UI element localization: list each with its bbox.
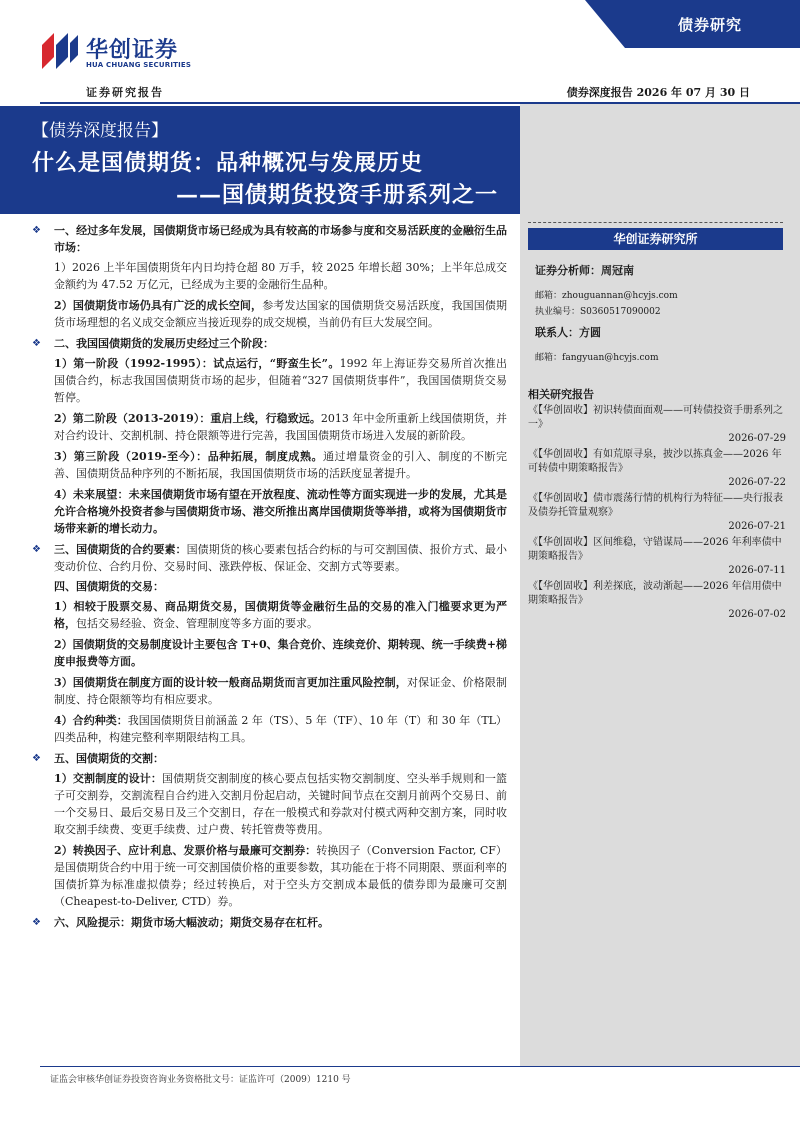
logo-chinese-name: 华创证券	[86, 38, 179, 63]
bullet-text	[54, 335, 274, 352]
summary-bullet	[32, 541, 507, 575]
related-report-title[interactable]: 《【华创固收】利差探底，波动渐起——2026 年信用债中期策略报告》	[528, 581, 782, 606]
analyst-name: 周冠南	[601, 264, 634, 277]
diamond-bullet-icon: ❖	[32, 753, 41, 764]
bullet-heading: 二、我国国债期货的发展历史经过三个阶段：	[54, 337, 274, 350]
summary-paragraph	[54, 598, 507, 632]
paragraph-body: 转换因子（Conversion Factor, CF）是国债期货合约中用于统一可交割国债价格的重要参数，其功能在于将不同期限、票面利率的国债折算为标准虚拟债券；经过转换后，对于空头方交割成本最低的债券即为最廉可交割（Cheapest-to-Deliver, CTD）券。	[54, 844, 507, 908]
bullet-text	[54, 914, 329, 931]
diamond-bullet-icon: ❖	[32, 544, 41, 555]
paragraph-body: 包括交易经验、资金、管理制度等多方面的要求。	[76, 617, 318, 630]
logo-english-name: HUA CHUANG SECURITIES	[86, 61, 192, 69]
summary-bullet	[32, 222, 507, 256]
related-report-date: 2026-07-11	[728, 565, 786, 576]
report-title: 什么是国债期货：品种概况与发展历史	[32, 150, 424, 176]
contact-label: 联系人：	[535, 326, 579, 339]
related-report-date: 2026-07-21	[728, 521, 786, 532]
paragraph-lead: 1）交割制度的设计：	[54, 772, 162, 785]
diamond-bullet-icon: ❖	[32, 338, 41, 349]
related-report-title[interactable]: 《【华创固收】区间维稳，守错谋局——2026 年利率债中期策略报告》	[528, 537, 782, 562]
paragraph-body: 我国国债期货目前涵盖 2 年（TS）、5 年（TF）、10 年（T）和 30 年（TL）四类品种，构建完整利率期限结构工具。	[54, 714, 507, 744]
summary-paragraph	[54, 259, 507, 293]
summary-paragraph	[54, 770, 507, 838]
paragraph-lead: 3）第三阶段（2019-至今）：品种拓展，制度成熟。	[54, 450, 324, 463]
related-reports-title: 相关研究报告	[528, 388, 594, 401]
paragraph-body: 对保证金、价格限制制度、持仓限额等均有相应要求。	[54, 676, 508, 706]
related-report-title[interactable]: 《【华创固收】初识转债面面观——可转债投资手册系列之一》	[528, 405, 783, 430]
contact-email: 邮箱：fangyuan@hcyjs.com	[535, 353, 659, 363]
related-reports-list	[528, 404, 786, 624]
section-heading: 四、国债期货的交易：	[54, 580, 164, 593]
related-report-item[interactable]	[528, 580, 786, 622]
sidebar-dashed-rule	[528, 222, 783, 224]
analyst-label: 证券分析师：	[535, 264, 601, 277]
summary-paragraph	[54, 712, 507, 746]
related-report-item[interactable]	[528, 448, 786, 490]
related-report-title[interactable]: 《【华创固收】债市震荡行情的机构行为特征——央行报表及债券托管量观察》	[528, 493, 783, 518]
summary-bullet	[32, 335, 507, 352]
related-report-item[interactable]	[528, 404, 786, 446]
diamond-bullet-icon: ❖	[32, 917, 41, 928]
paragraph-body: 1992 年上海证券交易所首次推出国债合约，标志我国国债期货市场的起步，但随着“327 国债期货事件”，我国国债期货交易暂停。	[54, 357, 507, 404]
paragraph-lead: 2）国债期货的交易制度设计主要包含 T+0、集合竞价、连续竞价、期转现、统一手续费+梯度申报费等方面。	[54, 638, 507, 668]
company-logo	[42, 33, 202, 81]
institute-banner: 华创证券研究所	[528, 228, 783, 250]
summary-paragraph	[54, 674, 507, 708]
summary-paragraph	[54, 486, 507, 537]
summary-paragraph	[54, 842, 507, 910]
bullet-heading: 五、国债期货的交割：	[54, 752, 164, 765]
report-tag: 【债券深度报告】	[32, 121, 168, 141]
analyst-line	[535, 262, 634, 278]
summary-content	[32, 222, 507, 934]
analyst-cert-number: 执业编号：S0360517090002	[535, 307, 661, 317]
footer-license-text: 证监会审核华创证券投资咨询业务资格批文号：证监许可（2009）1210 号	[50, 1075, 351, 1085]
paragraph-lead: 2）国债期货市场仍具有广泛的成长空间，	[54, 299, 263, 312]
bullet-body: 国债期货的核心要素包括合约标的与可交割国债、报价方式、最小变动价位、合约月份、交易时间、涨跌停板、保证金、交割方式等要素。	[54, 543, 508, 573]
paragraph-lead: 3）国债期货在制度方面的设计较一般商品期货而言更加注重风险控制，	[54, 676, 407, 689]
related-report-title[interactable]: 《【华创固收】有如荒原寻泉，披沙以拣真金——2026 年可转债中期策略报告》	[528, 449, 782, 474]
paragraph-lead: 2）转换因子、应计利息、发票价格与最廉可交割券：	[54, 844, 317, 857]
bullet-text	[54, 750, 164, 767]
bullet-text	[54, 222, 507, 256]
related-report-date: 2026-07-02	[728, 609, 786, 620]
paragraph-body: 1）2026 上半年国债期货年内日均持仓超 80 万手，较 2025 年增长超 30%；上半年总成交金额约为 47.52 万亿元，已经成为主要的金融衍生品种。	[54, 261, 507, 291]
report-date: 债券深度报告 2026 年 07 月 30 日	[566, 86, 750, 99]
contact-name: 方圆	[579, 326, 601, 339]
paragraph-body: 国债期货交割制度的核心要点包括实物交割制度、空头举手规则和一篮子可交割券，交割流程自合约进入交割月份起启动，关键时间节点在交割月前两个交易日、前一个交易日、最后交易日及三个交割日，存在一般模式和券款对付模式两种交割方案，同时收取交割手续费、变更手续费、过户费、转托管费等费用。	[54, 772, 508, 836]
report-category-label: 债券研究	[677, 16, 742, 34]
summary-paragraph	[54, 355, 507, 406]
bullet-heading: 一、经过多年发展，国债期货市场已经成为具有较高的市场参与度和交易活跃度的金融衍生品市场：	[54, 224, 507, 254]
contact-line	[535, 324, 601, 340]
summary-bullet	[32, 750, 507, 767]
paragraph-body: 2013 年中金所重新上线国债期货，并对合约设计、交割机制、持仓限额等进行完善，我国国债期货市场进入发展的新阶段。	[54, 412, 507, 442]
summary-paragraph	[54, 448, 507, 482]
paragraph-lead: 4）合约种类：	[54, 714, 128, 727]
summary-paragraph	[54, 636, 507, 670]
analyst-email: 邮箱：zhouguannan@hcyjs.com	[535, 291, 678, 301]
paragraph-lead: 4）未来展望：未来国债期货市场有望在开放程度、流动性等方面实现进一步的发展，尤其是允许合格境外投资者参与国债期货市场、港交所推出离岸国债期货等举措，或将为国债期货市场带来新的增长动力。	[54, 488, 507, 535]
report-subtitle: ——国债期货投资手册系列之一	[176, 182, 499, 208]
logo-mark-icon	[42, 33, 78, 69]
report-type-label: 证券研究报告	[86, 86, 164, 99]
related-report-date: 2026-07-29	[728, 433, 786, 444]
paragraph-lead: 1）相较于股票交易、商品期货交易，国债期货等金融衍生品的交易的准入门槛要求更为严格，	[54, 600, 507, 630]
paragraph-lead: 1）第一阶段（1992-1995）：试点运行，“野蛮生长”。	[54, 357, 340, 370]
bullet-heading: 六、风险提示：期货市场大幅波动；期货交易存在杠杆。	[54, 916, 329, 929]
bullet-heading: 三、国债期货的合约要素：	[54, 543, 187, 556]
paragraph-body: 通过增量资金的引入、制度的不断完善、国债期货品种序列的不断拓展，我国国债期货市场的活跃度显著提升。	[54, 450, 507, 480]
diamond-bullet-icon: ❖	[32, 225, 41, 236]
summary-bullet	[32, 914, 507, 931]
footer-divider	[40, 1066, 800, 1067]
summary-paragraph	[54, 297, 507, 331]
related-report-item[interactable]	[528, 492, 786, 534]
bullet-text	[54, 541, 507, 575]
related-report-date: 2026-07-22	[728, 477, 786, 488]
paragraph-body: 参考发达国家的国债期货交易活跃度，我国国债期货市场理想的名义成交金额应当接近现券的成交规模，当前仍有巨大发展空间。	[54, 299, 508, 329]
paragraph-lead: 2）第二阶段（2013-2019）：重启上线，行稳致远。	[54, 412, 321, 425]
summary-paragraph	[54, 410, 507, 444]
related-report-item[interactable]	[528, 536, 786, 578]
